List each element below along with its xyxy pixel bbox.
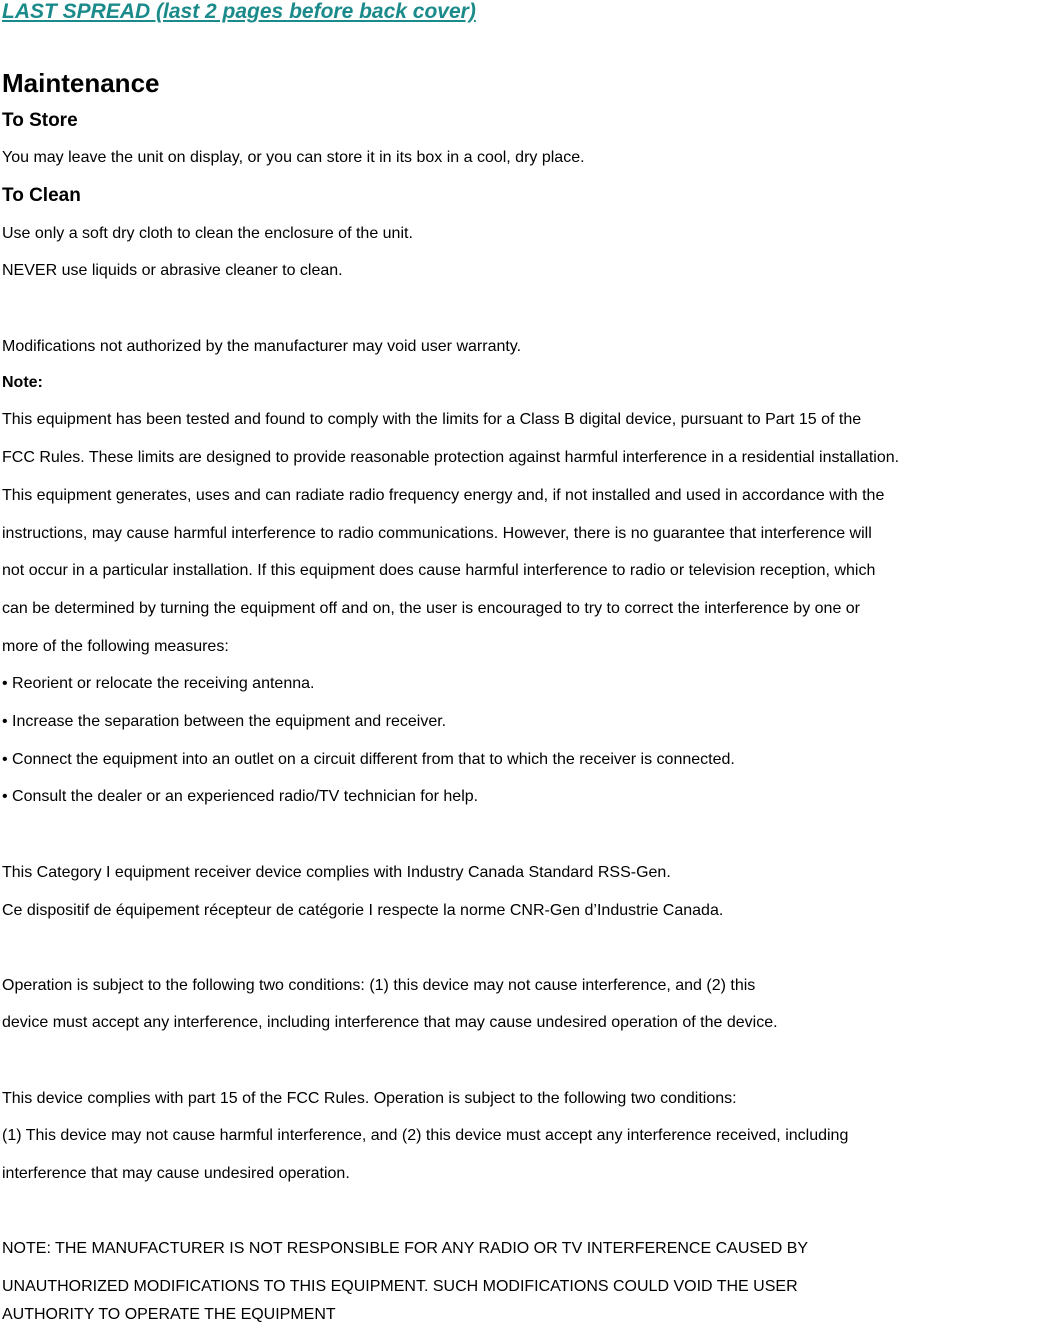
measure-bullet: • Reorient or relocate the receiving antenna. — [2, 675, 315, 692]
to-clean-heading: To Clean — [2, 185, 81, 206]
fcc-part15-line: This device complies with part 15 of the FCC Rules. Operation is subject to the following two conditions: — [2, 1090, 737, 1107]
note-line: This equipment has been tested and found to comply with the limits for a Class B digital device, pursuant to Part 15 of the — [2, 411, 862, 428]
disclaimer-line: AUTHORITY TO OPERATE THE EQUIPMENT — [2, 1306, 336, 1323]
fcc-part15-line: interference that may cause undesired operation. — [2, 1165, 350, 1182]
last-spread-link[interactable]: LAST SPREAD (last 2 pages before back cover) — [2, 0, 476, 23]
measure-bullet: • Connect the equipment into an outlet on a circuit different from that to which the receiver is connected. — [2, 751, 735, 768]
disclaimer-line: UNAUTHORIZED MODIFICATIONS TO THIS EQUIPMENT. SUCH MODIFICATIONS COULD VOID THE USER — [2, 1278, 798, 1295]
canada-line: Ce dispositif de équipement récepteur de catégorie I respecte la norme CNR-Gen d’Industrie Canada. — [2, 902, 724, 919]
note-line: instructions, may cause harmful interference to radio communications. However, there is no guarantee that interference will — [2, 525, 872, 542]
note-line: not occur in a particular installation. If this equipment does cause harmful interference to radio or television reception, which — [2, 562, 876, 579]
operation-line: Operation is subject to the following two conditions: (1) this device may not cause interference, and (2) this — [2, 977, 756, 994]
note-line: This equipment generates, uses and can radiate radio frequency energy and, if not installed and used in accordance with the — [2, 487, 885, 504]
disclaimer-line: NOTE: THE MANUFACTURER IS NOT RESPONSIBLE FOR ANY RADIO OR TV INTERFERENCE CAUSED BY — [2, 1240, 809, 1257]
to-store-text: You may leave the unit on display, or you can store it in its box in a cool, dry place. — [2, 149, 585, 166]
note-line: more of the following measures: — [2, 638, 229, 655]
note-line: can be determined by turning the equipment off and on, the user is encouraged to try to correct the interference by one or — [2, 600, 861, 617]
operation-line: device must accept any interference, including interference that may cause undesired operation of the device. — [2, 1014, 778, 1031]
note-label: Note: — [2, 374, 43, 391]
measure-bullet: • Increase the separation between the equipment and receiver. — [2, 713, 447, 730]
maintenance-title: Maintenance — [2, 68, 160, 98]
warranty-text: Modifications not authorized by the manufacturer may void user warranty. — [2, 338, 522, 355]
canada-line: This Category I equipment receiver device complies with Industry Canada Standard RSS-Gen. — [2, 864, 671, 881]
to-clean-line: Use only a soft dry cloth to clean the enclosure of the unit. — [2, 225, 413, 242]
measure-bullet: • Consult the dealer or an experienced radio/TV technician for help. — [2, 788, 479, 805]
to-store-heading: To Store — [2, 110, 78, 131]
to-clean-line: NEVER use liquids or abrasive cleaner to clean. — [2, 262, 343, 279]
note-line: FCC Rules. These limits are designed to provide reasonable protection against harmful interference in a residential installation. — [2, 449, 900, 466]
fcc-part15-line: (1) This device may not cause harmful interference, and (2) this device must accept any interference received, including — [2, 1127, 849, 1144]
